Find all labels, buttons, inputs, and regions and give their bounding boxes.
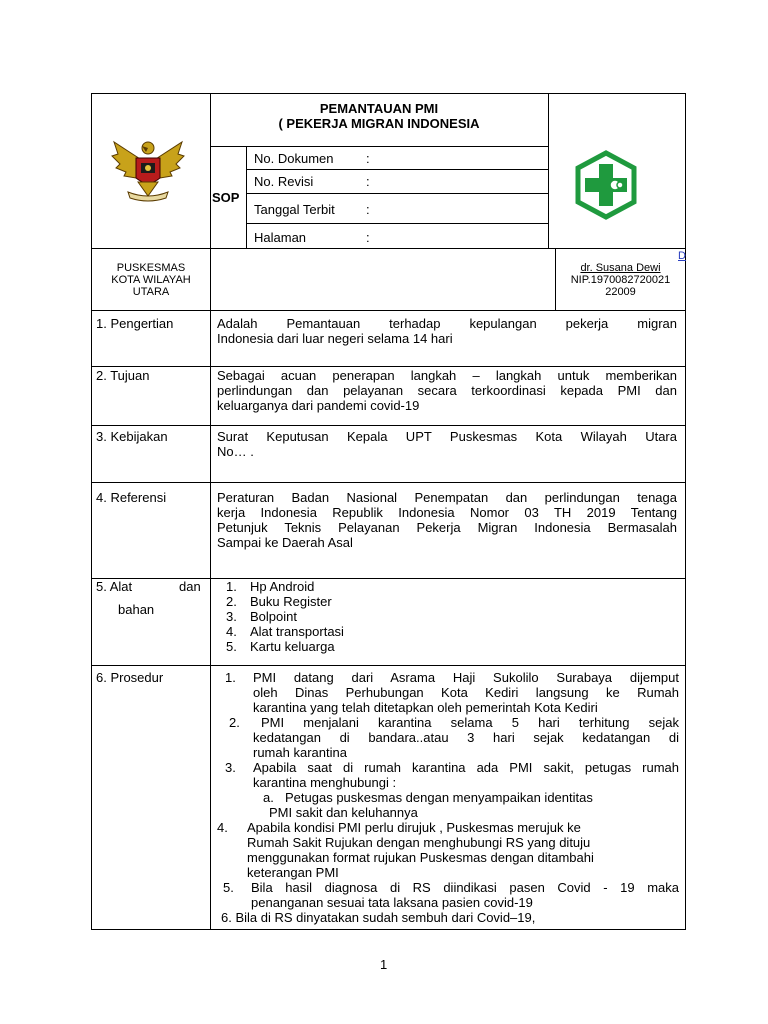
list-item: 2. Buku Register: [226, 594, 332, 609]
referensi-line-3: Petunjuk Teknis Pelayanan Pekerja Migran Indonesia Bermasalah: [217, 520, 677, 535]
section-text-referensi: [217, 490, 677, 550]
doc-field-halaman: Halaman: [254, 230, 307, 245]
section-label-alat-bahan: bahan: [118, 602, 155, 617]
institution-line-2: KOTA WILAYAH: [111, 274, 191, 286]
institution-name: [92, 262, 210, 298]
list-item: 1. Hp Android: [226, 579, 315, 594]
title-line-2: ( PEKERJA MIGRAN INDONESIA: [278, 116, 480, 131]
list-item: 3. Bolpoint: [226, 609, 297, 624]
signer-block: [556, 262, 685, 298]
prosedur-steps: [217, 670, 679, 925]
referensi-line-2: kerja Indonesia Republik Indonesia Nomor 03 TH 2019 Tentang: [217, 505, 677, 520]
tujuan-line-2: perlindungan dan pelayanan secara terkoordinasi kepada PMI dan: [217, 383, 677, 398]
doc-field-halaman-sep: :: [366, 230, 370, 245]
section-label-tujuan: 2. Tujuan: [96, 368, 150, 383]
kebijakan-line-2: No… .: [217, 444, 254, 459]
signer-nip-line-1: NIP.1970082720021: [570, 274, 671, 286]
prosedur-step-2: 2. PMI menjalani karantina selama 5 hari terhitung sejak kedatangan di bandara..atau 3 hari sejak kedatangan di rumah karantina: [229, 715, 679, 760]
doc-field-tanggal-terbit: Tanggal Terbit: [254, 202, 335, 217]
section-text-pengertian: [217, 316, 677, 346]
prosedur-step-3a: a. Petugas puskesmas dengan menyampaikan identitas PMI sakit dan keluhannya: [263, 790, 593, 820]
prosedur-step-6: 6. Bila di RS dinyatakan sudah sembuh dari Covid–19,: [221, 910, 536, 925]
section-label-kebijakan: 3. Kebijakan: [96, 429, 168, 444]
page-number: 1: [380, 957, 388, 972]
section-label-alat-dan: dan: [179, 579, 201, 594]
section-label-alat: 5. Alat: [96, 579, 133, 594]
doc-field-no-dokumen: No. Dokumen: [254, 151, 334, 166]
referensi-line-4: Sampai ke Daerah Asal: [217, 535, 353, 550]
signer-name: dr. Susana Dewi: [580, 262, 661, 274]
signer-mark: D: [678, 250, 686, 262]
list-item: 5. Kartu keluarga: [226, 639, 335, 654]
prosedur-step-4: 4. Apabila kondisi PMI perlu dirujuk , Puskesmas merujuk ke Rumah Sakit Rujukan dengan menghubungi RS yang dituju menggunakan format rujukan Puskesmas dengan ditambahi keterangan PMI: [217, 820, 594, 880]
section-text-kebijakan: [217, 429, 677, 459]
referensi-line-1: Peraturan Badan Nasional Penempatan dan perlindungan tenaga: [217, 490, 677, 505]
title-line-1: PEMANTAUAN PMI: [319, 101, 439, 116]
doc-field-no-revisi-sep: :: [366, 174, 370, 189]
prosedur-step-1: 1. PMI datang dari Asrama Haji Sukolilo Surabaya dijemput oleh Dinas Perhubungan Kota Kediri langsung ke Rumah karantina yang telah ditetapkan oleh pemerintah Kota Kediri: [225, 670, 679, 715]
tujuan-line-1: Sebagai acuan penerapan langkah – langkah untuk memberikan: [217, 368, 677, 383]
tujuan-line-3: keluarganya dari pandemi covid-19: [217, 398, 420, 413]
doc-field-no-revisi: No. Revisi: [254, 174, 314, 189]
institution-line-1: PUSKESMAS: [116, 262, 186, 274]
document-title: [211, 101, 547, 131]
doc-field-no-dokumen-sep: :: [366, 151, 370, 166]
section-text-tujuan: [217, 368, 677, 413]
garuda-emblem-icon: [108, 134, 188, 206]
alat-list: [226, 579, 344, 654]
sop-label: SOP: [212, 190, 240, 205]
pengertian-line-1: Adalah Pemantauan terhadap kepulangan pekerja migran: [217, 316, 677, 331]
pengertian-line-2: Indonesia dari luar negeri selama 14 hari: [217, 331, 453, 346]
section-label-referensi: 4. Referensi: [96, 490, 167, 505]
section-label-prosedur: 6. Prosedur: [96, 670, 164, 685]
signer-nip-line-2: 22009: [605, 286, 636, 298]
list-item: 4. Alat transportasi: [226, 624, 344, 639]
kebijakan-line-1: Surat Keputusan Kepala UPT Puskesmas Kota Wilayah Utara: [217, 429, 677, 444]
doc-field-tanggal-terbit-sep: :: [366, 202, 370, 217]
section-label-pengertian: 1. Pengertian: [96, 316, 174, 331]
prosedur-step-3: 3. Apabila saat di rumah karantina ada PMI sakit, petugas rumah karantina menghubungi : a. Petugas puskesmas dengan menyampaikan identitas PMI sakit dan keluhannya: [225, 760, 679, 820]
institution-line-3: UTARA: [132, 286, 170, 298]
prosedur-step-5: 5. Bila hasil diagnosa di RS diindikasi pasen Covid - 19 maka penanganan sesuai tata laksana pasien covid-19: [223, 880, 679, 910]
puskesmas-cross-icon: [571, 150, 641, 220]
